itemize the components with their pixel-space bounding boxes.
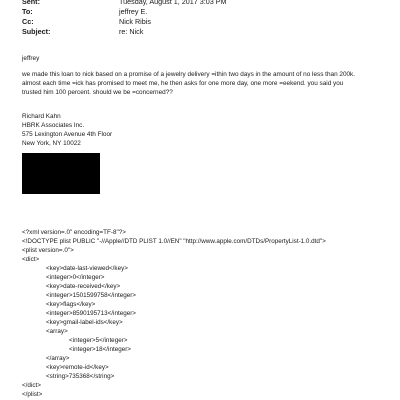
signature-line: HBRK Associates Inc. — [22, 122, 85, 129]
plist-line: <integer>0</integer> — [46, 274, 105, 281]
plist-line: <plist version=.0"> — [22, 247, 74, 254]
header-label: Subject: — [22, 27, 51, 36]
plist-line: <!DOCTYPE plist PUBLIC "-//Apple//DTD PLIST 1.0//EN" "http://www.apple.com/DTDs/PropertyList-1.0.dtd"> — [22, 238, 326, 245]
plist-line: <integer>1501599758</integer> — [46, 292, 136, 299]
plist-line: <integer>5</integer> — [69, 337, 128, 344]
plist-line: <key>date-last-viewed</key> — [46, 265, 128, 272]
plist-line: <key>flags</key> — [46, 301, 96, 308]
plist-line: <?xml version=.0" encoding=TF-8"?> — [22, 229, 126, 236]
signature-line: Richard Kahn — [22, 113, 61, 120]
email-body-line: trusted him 100 percent. should we be =concerned?? — [22, 89, 173, 96]
plist-line: <integer>18</integer> — [69, 346, 131, 353]
signature-line: New York, NY 10022 — [22, 140, 81, 147]
signature-line: 575 Lexington Avenue 4th Floor — [22, 131, 113, 138]
plist-line: <key>date-received</key> — [46, 283, 121, 290]
plist-line: <key>gmail-label-ids</key> — [46, 319, 123, 326]
plist-line: <key>remote-id</key> — [46, 364, 109, 371]
plist-line: </dict> — [22, 382, 41, 389]
email-body-line: almost each time =ick has promised to meet me, he then asks for one more day, one more =eekend. you said you — [22, 80, 344, 87]
plist-line: <integer>8590195713</integer> — [46, 310, 136, 317]
plist-line: <string>735368</string> — [46, 373, 115, 380]
plist-line: <dict> — [22, 256, 40, 263]
email-greeting: jeffrey — [22, 55, 40, 62]
header-label: Cc: — [22, 17, 34, 26]
header-value: Nick Ribis — [119, 17, 151, 26]
plist-line: </array> — [46, 355, 70, 362]
header-value: Tuesday, August 1, 2017 3:03 PM — [119, 0, 227, 6]
header-value: re: Nick — [119, 27, 144, 36]
plist-line: </plist> — [22, 391, 43, 398]
header-label: Sent: — [22, 0, 40, 6]
header-label: To: — [22, 7, 33, 16]
email-body-line: we made this loan to nick based on a promise of a jewelry delivery =ithin two days in the amount of no less than 200k. — [22, 71, 356, 78]
redaction-block — [22, 153, 100, 194]
header-value: jeffrey E. — [119, 7, 148, 16]
plist-line: <array> — [46, 328, 68, 335]
